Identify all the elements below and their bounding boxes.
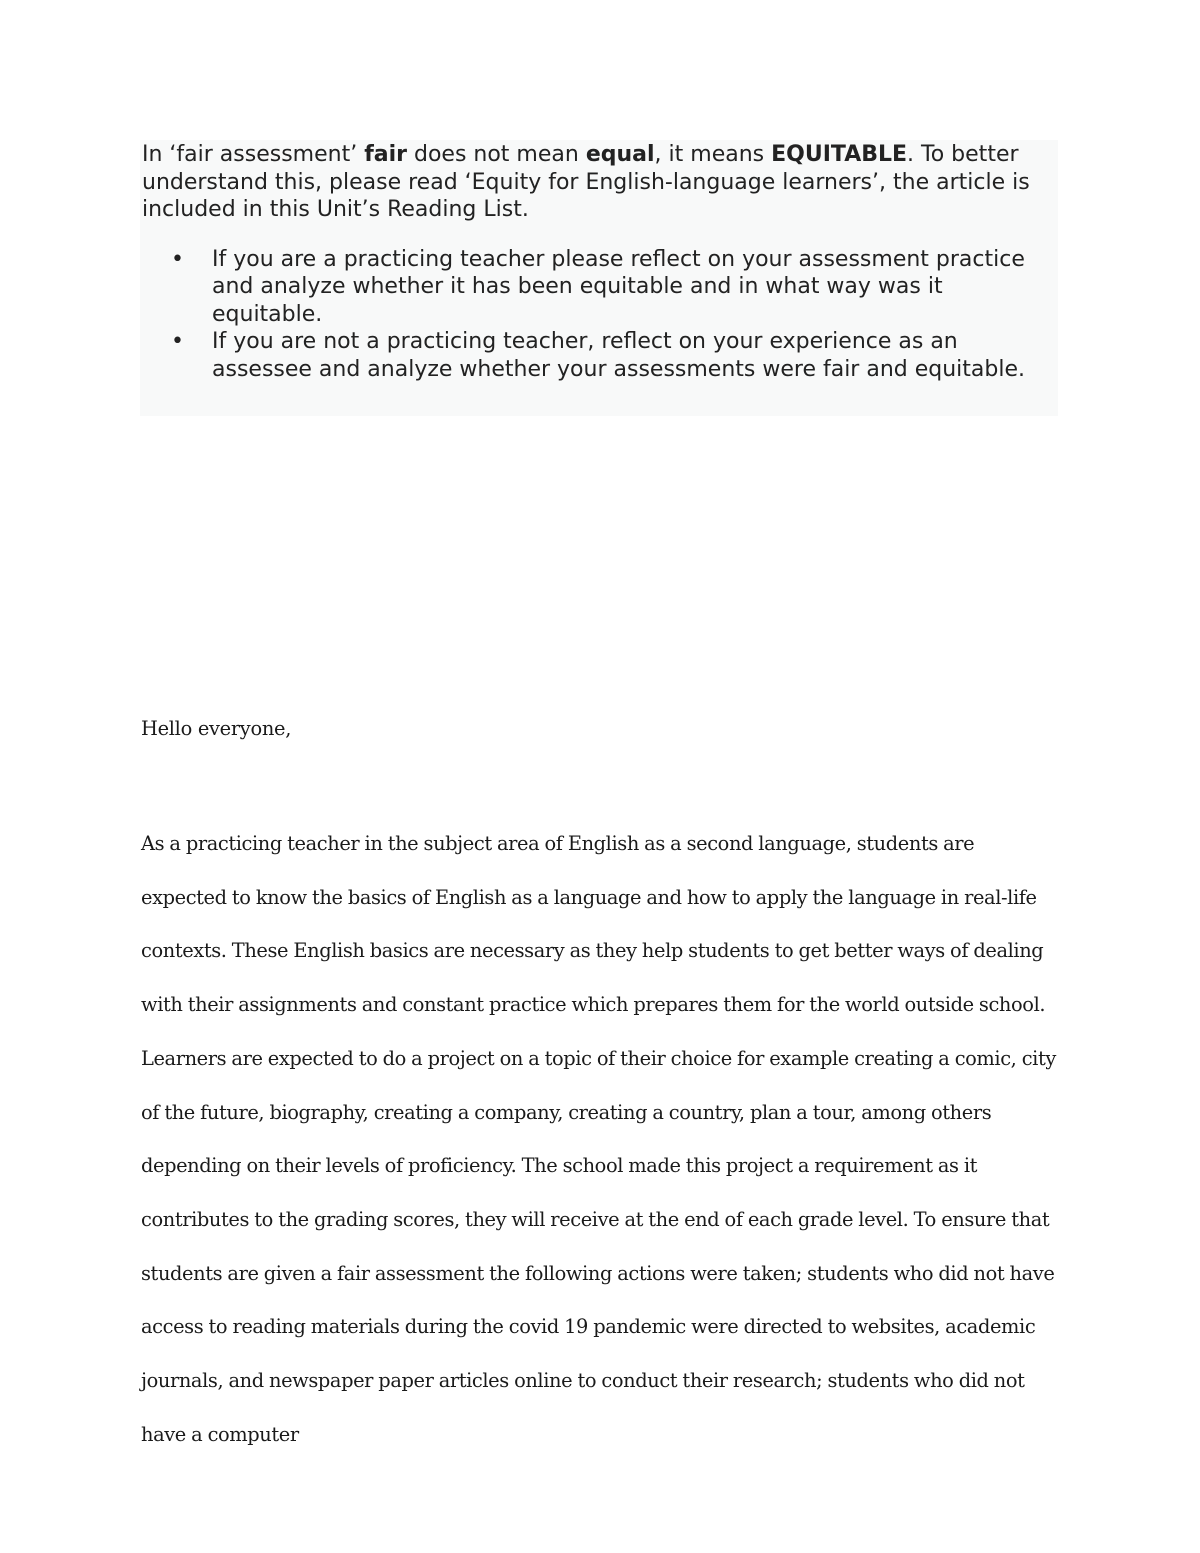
bullet-text: If you are a practicing teacher please reflect on your assessment practice and analyze whether it has been equitable and in what way was it equitable. <box>212 246 1025 327</box>
list-item <box>171 246 1058 329</box>
bullet-icon: • <box>171 329 184 354</box>
list-item <box>171 328 1058 383</box>
response-paragraph: As a practicing teacher in the subject area of English as a second language, students are expected to know the basics of English as a language and how to apply the language in real-life contexts. These English basics are necessary as they help students to get better ways of dealing with their assignments and constant practice which prepares them for the world outside school. Learners are expected to do a project on a topic of their choice for example creating a comic, city of the future, biography, creating a company, creating a country, plan a tour, among others depending on their levels of proficiency. The school made this project a requirement as it contributes to the grading scores, they will receive at the end of each grade level. To ensure that students are given a fair assessment the following actions were taken; students who did not have access to reading materials during the covid 19 pandemic were directed to websites, academic journals, and newspaper paper articles online to conduct their research; students who did not have a computer <box>141 832 1056 1446</box>
intro-text-4: . To better understand this, please read ‘Equity for English-language learners’, the article is included in this Unit’s Reading List. <box>142 142 1030 222</box>
intro-text-1: In ‘fair assessment’ <box>142 142 365 167</box>
response-section <box>141 712 1061 1461</box>
intro-text-2: does not mean <box>407 142 586 167</box>
prompt-intro <box>140 140 1058 224</box>
bullet-text: If you are not a practicing teacher, reflect on your experience as an assessee and analyze whether your assessments were fair and equitable. <box>212 329 1026 382</box>
bullet-icon: • <box>171 246 184 272</box>
prompt-bullet-list <box>140 246 1058 384</box>
intro-text-3: , it means <box>654 142 772 167</box>
bold-equal: equal <box>585 142 655 167</box>
bold-equitable: EQUITABLE <box>771 142 908 167</box>
greeting: Hello everyone, <box>141 717 292 740</box>
assignment-prompt <box>140 140 1058 416</box>
bold-fair: fair <box>364 142 407 167</box>
